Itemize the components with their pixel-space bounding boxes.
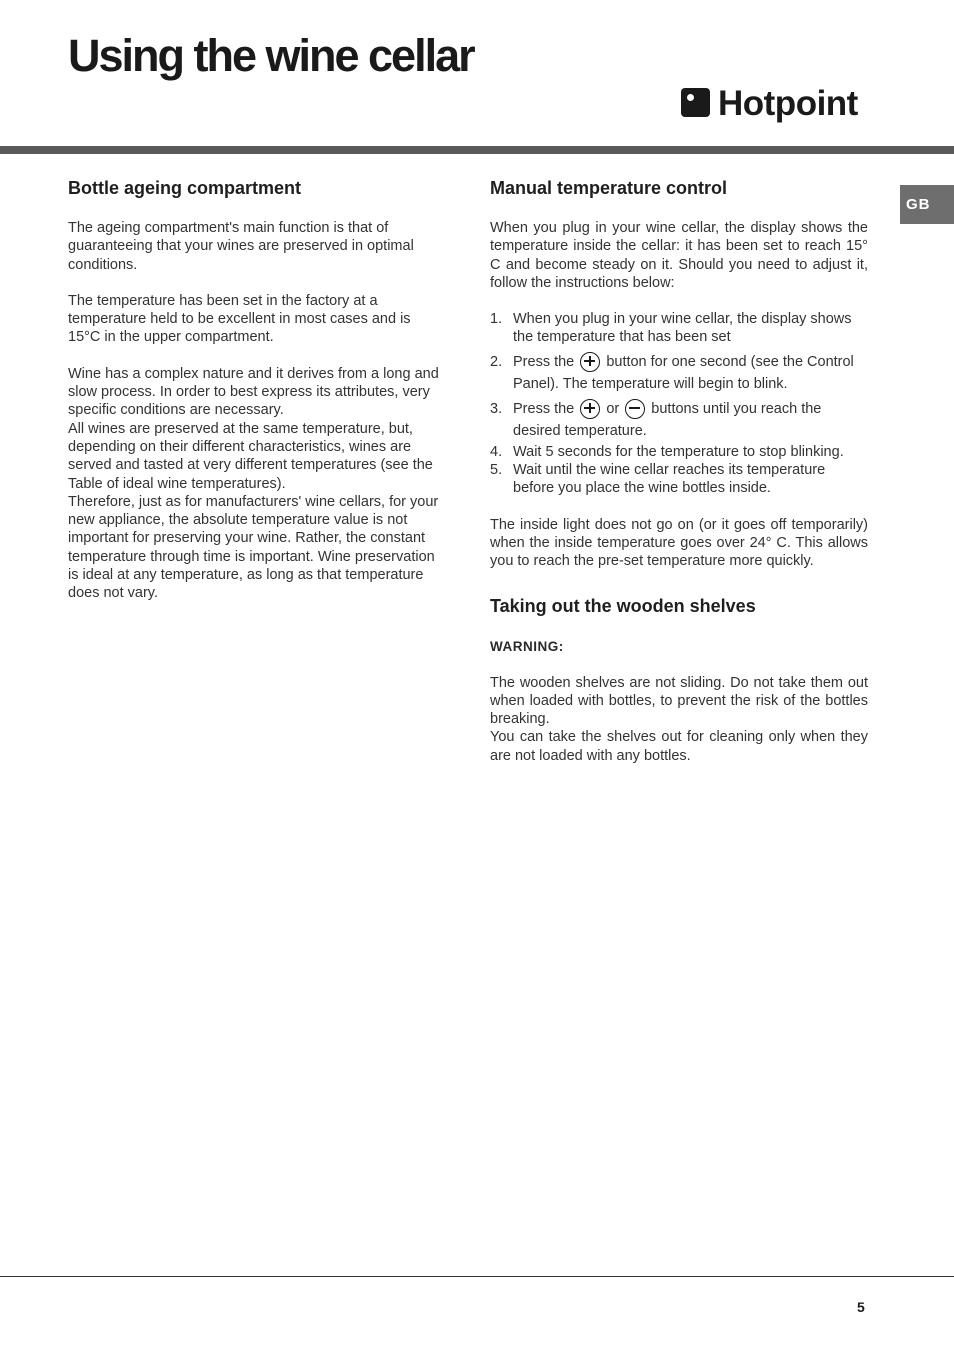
hotpoint-logo-icon	[681, 88, 710, 117]
paragraph-line: Therefore, just as for manufacturers' wine cellars, for your new appliance, the absolute temperature value is not important for preserving your wine. Rather, the constant temperature through time is important. Wine preservation is ideal at any temperature, as long as that temperature does not vary.	[68, 493, 439, 602]
footer-divider	[0, 1276, 954, 1277]
paragraph	[68, 365, 446, 603]
warning-label: WARNING:	[490, 638, 564, 654]
step-text-post: button for one second (see the Control Panel). The temperature will begin to blink.	[513, 353, 854, 393]
step-number: 4.	[490, 443, 503, 460]
page-title: Using the wine cellar	[68, 30, 474, 81]
step-text-pre: Press the	[513, 400, 575, 417]
list-item	[490, 443, 868, 461]
list-item	[490, 310, 868, 347]
paragraph-line: All wines are preserved at the same temperature, but, depending on their different characteristics, wines are served and tasted at very different temperatures (see the Table of ideal wine temperatures).	[68, 420, 433, 492]
minus-button-icon	[625, 399, 645, 419]
light-note: The inside light does not go on (or it goes off temporarily) when the inside temperature goes over 24° C. This allows you to reach the pre-set temperature more quickly.	[490, 516, 868, 570]
paragraph: The ageing compartment's main function is that of guaranteeing that your wines are preserved in optimal conditions.	[68, 220, 414, 273]
step-number: 1.	[490, 311, 503, 328]
brand-name: Hotpoint	[718, 84, 858, 123]
plus-button-icon	[580, 352, 600, 372]
right-column	[490, 175, 868, 765]
step-text: Wait 5 seconds for the temperature to stop blinking.	[513, 443, 844, 460]
paragraph-line: The wooden shelves are not sliding. Do not take them out when loaded with bottles, to prevent the risk of the bottles breaking.	[490, 674, 868, 728]
list-item	[490, 398, 868, 443]
section-heading-temperature: Manual temperature control	[490, 178, 728, 198]
paragraph-line: Wine has a complex nature and it derives from a long and slow process. In order to best express its attributes, very specific conditions are necessary.	[68, 365, 439, 419]
section-heading-shelves: Taking out the wooden shelves	[490, 595, 756, 616]
step-text: When you plug in your wine cellar, the display shows the temperature that has been set	[513, 311, 852, 346]
brand-logo	[681, 84, 858, 124]
paragraph-line: You can take the shelves out for cleaning only when they are not loaded with any bottles.	[490, 729, 868, 764]
intro-paragraph: When you plug in your wine cellar, the display shows the temperature inside the cellar: it has been set to reach 15° C and become steady on it. Should you need to adjust it, follow the instructions below:	[490, 220, 868, 291]
step-number: 3.	[490, 400, 503, 417]
page-number: 5	[857, 1299, 865, 1315]
step-text: Wait until the wine cellar reaches its temperature before you place the wine bottles inside.	[513, 462, 826, 497]
step-text-pre: Press the	[513, 353, 575, 370]
list-item	[490, 461, 868, 498]
instruction-list	[490, 310, 868, 497]
section-heading-ageing: Bottle ageing compartment	[68, 178, 302, 198]
plus-button-icon	[580, 399, 600, 419]
language-tab: GB	[900, 185, 954, 224]
step-text-post: buttons until you reach the desired temperature.	[513, 400, 822, 440]
left-column	[68, 175, 446, 603]
step-number: 2.	[490, 353, 503, 370]
warning-paragraph	[490, 674, 868, 765]
list-item	[490, 351, 868, 396]
step-text-mid: or	[606, 400, 620, 417]
step-number: 5.	[490, 462, 503, 479]
paragraph: The temperature has been set in the factory at a temperature held to be excellent in most cases and is 15°C in the upper compartment.	[68, 292, 411, 346]
header-divider	[0, 146, 954, 154]
